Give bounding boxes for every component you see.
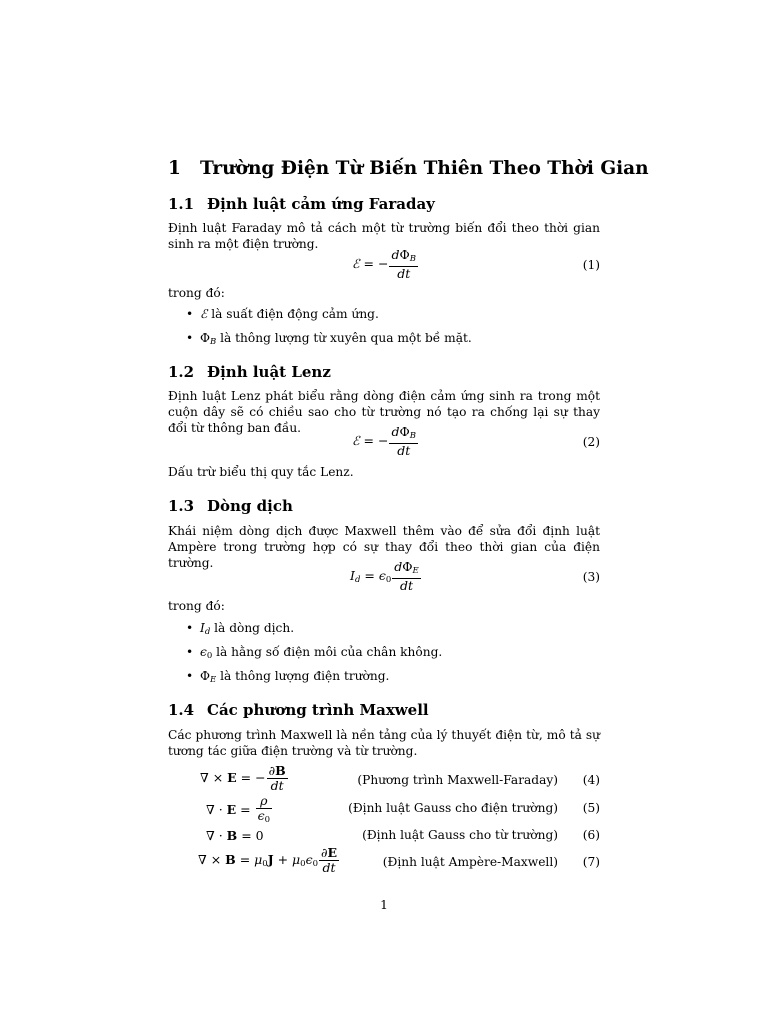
equation-number: (1): [582, 258, 600, 272]
subsection-number: 1.4: [168, 701, 195, 719]
list-item: • $\epsilon_0$ là hằng số điện môi của chân không.: [186, 645, 443, 661]
page-number: 1: [380, 898, 388, 912]
equation-3: $I_d = \epsilon_0$ $\frac{d\Phi_E}{dt}$ (3): [350, 559, 600, 593]
section-title: Trường Điện Từ Biến Thiên Theo Thời Gian: [200, 158, 649, 179]
equation-1: ℰ = − $\frac{d\Phi_B}{dt}$ (1): [352, 247, 600, 281]
equation-number: (3): [582, 570, 600, 584]
equation-name: (Định luật Gauss cho từ trường): [362, 828, 558, 842]
list-item: • ℰ là suất điện động cảm ứng.: [186, 307, 379, 321]
equation-2: ℰ = − $\frac{d\Phi_B}{dt}$ (2): [352, 424, 600, 458]
section-heading: [168, 158, 649, 179]
subsection-title: Dòng dịch: [207, 497, 293, 515]
list-item: • $\Phi_E$ là thông lượng điện trường.: [186, 669, 390, 685]
where-label: trong đó:: [168, 286, 225, 300]
equation-number: (7): [582, 855, 600, 869]
equation-number: (4): [582, 773, 600, 787]
equation-name: (Định luật Ampère-Maxwell): [382, 855, 558, 869]
subsection-title: Định luật Lenz: [207, 363, 331, 381]
equation-number: (6): [582, 828, 600, 842]
subsection-number: 1.3: [168, 497, 195, 515]
section-number: 1: [168, 158, 181, 179]
subsection-heading-lenz: [168, 363, 331, 381]
equation-number: (2): [582, 435, 600, 449]
equation-name: (Phương trình Maxwell-Faraday): [357, 773, 558, 787]
subsection-heading-faraday: [168, 195, 435, 213]
list-item: • $I_d$ là dòng dịch.: [186, 621, 295, 637]
maxwell-equation-row: ∇ × E = − $\frac{\partial B}{dt}$ (Phương trình Maxwell-Faraday) (4): [200, 763, 600, 793]
paragraph-displacement: Khái niệm dòng dịch được Maxwell thêm vào để sửa đổi định luật Ampère trong trường hợp có sự thay đổi theo thời gian của điện trường.: [168, 524, 600, 570]
paragraph-lenz: Định luật Lenz phát biểu rằng dòng điện cảm ứng sinh ra trong một cuộn dây sẽ có chiều sao cho từ trường nó tạo ra chống lại sự thay đổi từ thông ban đầu.: [168, 389, 600, 435]
subsection-heading-displacement: [168, 497, 293, 515]
subsection-title: Các phương trình Maxwell: [207, 701, 429, 719]
subsection-title: Định luật cảm ứng Faraday: [207, 195, 435, 213]
equation-name: (Định luật Gauss cho điện trường): [348, 801, 558, 815]
maxwell-equation-row: ∇ × $B = \mu_0J + \mu_0\epsilon_0$ $\frac{\partial E}{dt}$ (Định luật Ampère-Maxwell) (7): [198, 845, 600, 875]
list-item: • $\Phi_B$ là thông lượng từ xuyên qua một bề mặt.: [186, 331, 472, 347]
maxwell-equation-row: ∇ · B = 0 (Định luật Gauss cho từ trường) (6): [206, 828, 600, 843]
subsection-number: 1.1: [168, 195, 195, 213]
subsection-heading-maxwell: [168, 701, 429, 719]
subsection-number: 1.2: [168, 363, 195, 381]
maxwell-equation-row: ∇ · E = $\frac{\rho}{\epsilon_0}$ (Định luật Gauss cho điện trường) (5): [206, 793, 600, 825]
equation-number: (5): [582, 801, 600, 815]
paragraph-maxwell: Các phương trình Maxwell là nền tảng của lý thuyết điện từ, mô tả sự tương tác giữa điện trường và từ trường.: [168, 728, 600, 758]
where-label: trong đó:: [168, 599, 225, 613]
note-lenz: Dấu trừ biểu thị quy tắc Lenz.: [168, 465, 354, 479]
paragraph-faraday: Định luật Faraday mô tả cách một từ trường biến đổi theo thời gian sinh ra một điện trường.: [168, 221, 600, 251]
